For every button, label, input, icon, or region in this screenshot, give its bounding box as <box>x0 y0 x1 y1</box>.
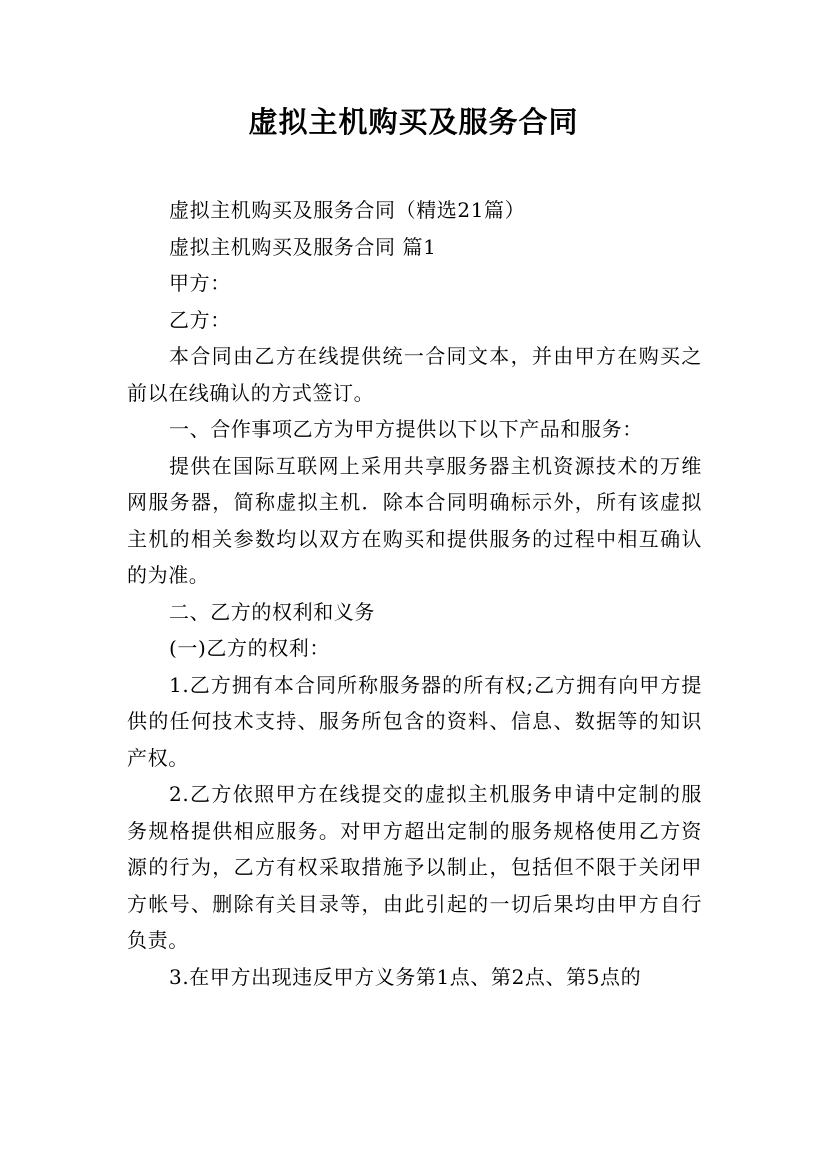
paragraph: 一、合作事项乙方为甲方提供以下以下产品和服务： <box>169 417 643 441</box>
paragraph: (一)乙方的权利： <box>169 636 331 660</box>
paragraph: 乙方： <box>169 307 231 332</box>
document-body <box>127 192 702 995</box>
paragraph: 本合同由乙方在线提供统一合同文本，并由甲方在购买之前以在线确认的方式签订。 <box>127 344 702 405</box>
paragraph: 3.在甲方出现违反甲方义务第1点、第2点、第5点的 <box>169 964 642 989</box>
paragraph: 虚拟主机购买及服务合同 篇1 <box>169 234 437 259</box>
paragraph: 提供在国际互联网上采用共享服务器主机资源技术的万维网服务器，简称虚拟主机．除本合同明确标示外，所有该虚拟主机的相关参数均以双方在购买和提供服务的过程中相互确认的为准。 <box>127 453 702 587</box>
paragraph: 1.乙方拥有本合同所称服务器的所有权;乙方拥有向甲方提供的任何技术支持、服务所包含的资料、信息、数据等的知识产权。 <box>127 672 702 770</box>
paragraph: 二、乙方的权利和义务 <box>169 599 375 624</box>
paragraph: 虚拟主机购买及服务合同（精选21篇） <box>169 198 526 222</box>
document-title: 虚拟主机购买及服务合同 <box>248 105 579 139</box>
paragraph: 2.乙方依照甲方在线提交的虚拟主机服务申请中定制的服务规格提供相应服务。对甲方超出定制的服务规格使用乙方资源的行为，乙方有权采取措施予以制止，包括但不限于关闭甲方帐号、删除有关目录等，由此引起的一切后果均由甲方自行负责。 <box>127 782 702 952</box>
paragraph: 甲方： <box>169 271 231 295</box>
